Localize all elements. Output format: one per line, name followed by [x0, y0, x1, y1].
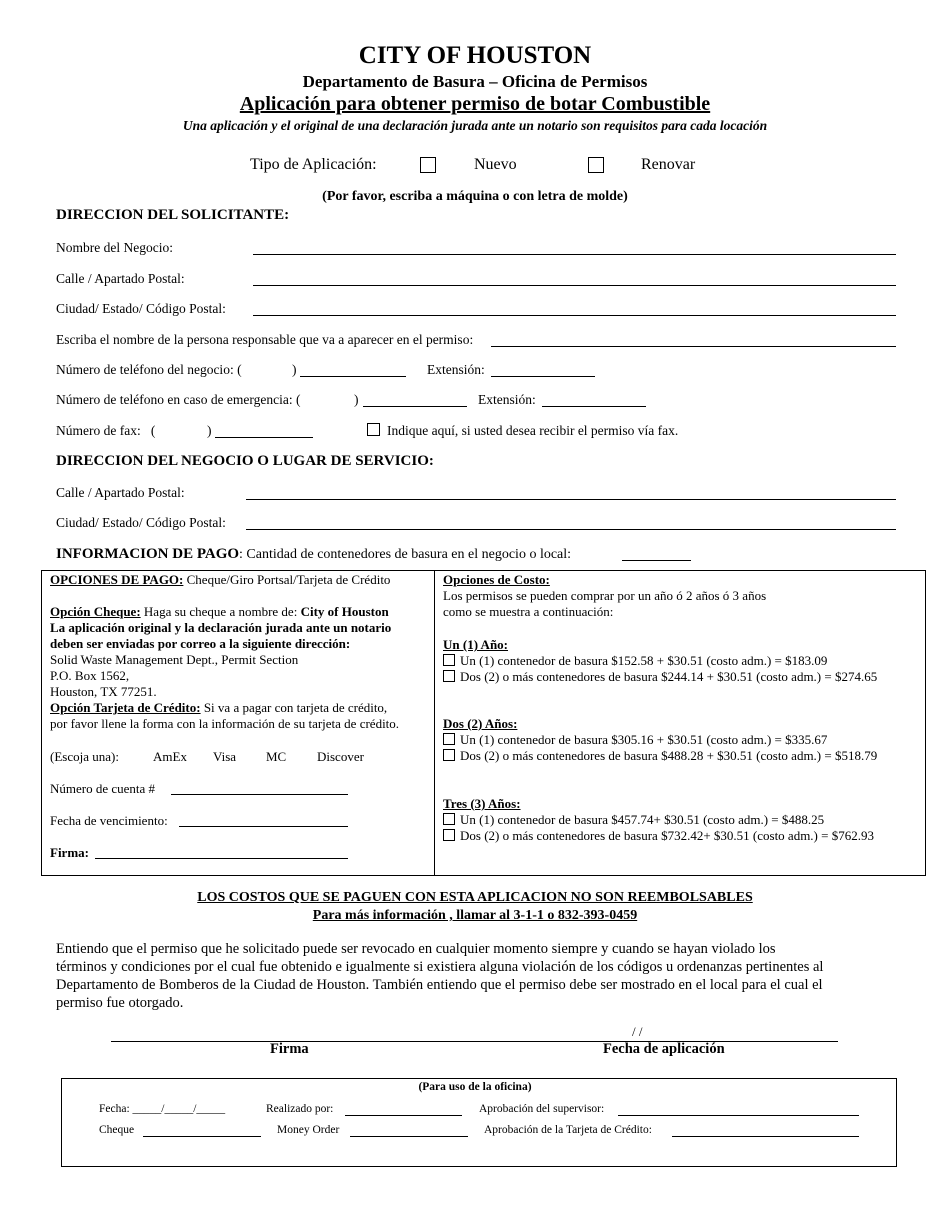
responsible-person-label: Escriba el nombre de la persona responsable que va a aparecer en el permiso: — [56, 332, 474, 347]
payment-box-divider — [434, 570, 435, 876]
three-years-option-2[interactable] — [443, 828, 874, 844]
fax-checkbox[interactable] — [367, 423, 380, 436]
city-title: CITY OF HOUSTON — [358, 42, 592, 69]
fax-input[interactable] — [215, 437, 313, 438]
option-text: Dos (2) o más contenedores de basura $244.14 + $30.51 (costo adm.) = $274.65 — [460, 669, 878, 684]
paren-close: ) — [354, 392, 359, 407]
choose-card-label: (Escoja una): — [50, 749, 119, 764]
card-visa[interactable]: Visa — [213, 749, 237, 764]
emergency-extension-input[interactable] — [542, 406, 646, 407]
emergency-phone-text: Número de teléfono en caso de emergencia: — [56, 392, 293, 407]
new-label: Nuevo — [474, 156, 517, 173]
office-date-label: Fecha: — [99, 1103, 130, 1115]
info-phone: Para más información , llamar al 3-1-1 o 832-393-0459 — [312, 908, 638, 923]
account-number-label: Número de cuenta # — [50, 781, 156, 796]
one-year-option-1[interactable] — [443, 653, 827, 669]
supervisor-input[interactable] — [618, 1115, 859, 1116]
renew-label: Renovar — [641, 156, 696, 173]
service-street-label: Calle / Apartado Postal: — [56, 485, 185, 500]
performed-by-input[interactable] — [345, 1115, 462, 1116]
payment-options-title — [50, 572, 390, 588]
signature-line[interactable] — [111, 1041, 838, 1042]
agreement-line-3: Departamento de Bomberos de la Ciudad de Houston. También entiendo que el permiso debe ser mostrado en el local para el cual el — [56, 977, 823, 993]
card-mc[interactable]: MC — [266, 749, 287, 764]
checkbox[interactable] — [443, 733, 455, 745]
paren-close: ) — [207, 423, 212, 438]
mail-instruction-1: La aplicación original y la declaración jurada ante un notario — [50, 620, 392, 635]
business-name-input[interactable] — [253, 254, 896, 255]
business-phone-text: Número de teléfono del negocio: — [56, 362, 234, 377]
fax-text: Número de fax: — [56, 423, 141, 438]
service-street-input[interactable] — [246, 499, 896, 500]
check-option-text: Haga su cheque a nombre de: — [140, 604, 301, 619]
fax-option — [367, 423, 678, 439]
checkbox[interactable] — [443, 670, 455, 682]
agreement-line-4: permiso fue otorgado. — [56, 995, 184, 1011]
card-discover[interactable]: Discover — [317, 749, 364, 764]
city-state-zip-label: Ciudad/ Estado/ Código Postal: — [56, 301, 226, 316]
option-text: Un (1) contenedor de basura $457.74+ $30.51 (costo adm.) = $488.25 — [460, 812, 825, 827]
mail-instruction-2: deben ser enviadas por correo a la siguiente dirección: — [50, 636, 351, 651]
cost-intro-2: como se muestra a continuación: — [443, 604, 614, 619]
office-use-heading: (Para uso de la oficina) — [418, 1081, 532, 1093]
office-date — [99, 1103, 225, 1115]
option-text: Un (1) contenedor de basura $152.58 + $30.51 (costo adm.) = $183.09 — [460, 653, 828, 668]
date-separators: / / — [632, 1024, 643, 1039]
payment-info — [56, 546, 571, 563]
checkbox[interactable] — [443, 749, 455, 761]
card-option-text-2: por favor llene la forma con la información de su tarjeta de crédito. — [50, 716, 400, 731]
service-location-heading: DIRECCION DEL NEGOCIO O LUGAR DE SERVICIO: — [56, 453, 434, 469]
card-approval-input[interactable] — [672, 1136, 859, 1137]
service-city-input[interactable] — [246, 529, 896, 530]
typing-instruction: (Por favor, escriba a máquina o con letra de molde) — [322, 189, 628, 204]
new-checkbox[interactable] — [420, 157, 436, 173]
responsible-person-input[interactable] — [491, 346, 896, 347]
applicant-heading: DIRECCION DEL SOLICITANTE: — [56, 207, 290, 223]
option-text: Dos (2) o más contenedores de basura $488.28 + $30.51 (costo adm.) = $518.79 — [460, 748, 878, 763]
check-payee: City of Houston — [300, 604, 389, 619]
address-line-2: P.O. Box 1562, — [50, 668, 130, 683]
street-label: Calle / Apartado Postal: — [56, 271, 185, 286]
agreement-line-1: Entiendo que el permiso que he solicitado puede ser revocado en cualquier momento siempre y cuando se hayan violado los — [56, 941, 776, 957]
business-name-label: Nombre del Negocio: — [56, 240, 173, 255]
card-signature-input[interactable] — [95, 858, 348, 859]
agreement-line-2: términos y condiciones por el cual fue obtenido e igualmente si existiera alguna violación de los códigos u ordenanzas pertinentes al — [56, 959, 824, 975]
office-date-blank[interactable]: _____/_____/_____ — [132, 1103, 226, 1115]
emergency-phone-input[interactable] — [363, 406, 467, 407]
card-amex[interactable]: AmEx — [153, 749, 187, 764]
cost-intro-1: Los permisos se pueden comprar por un año ó 2 años ó 3 años — [443, 588, 767, 603]
business-phone-input[interactable] — [300, 376, 406, 377]
three-years-heading: Tres (3) Años: — [443, 796, 521, 811]
payment-options-methods: Cheque/Giro Portsal/Tarjeta de Crédito — [183, 572, 391, 587]
expiration-label: Fecha de vencimiento: — [50, 813, 168, 828]
supervisor-label: Aprobación del supervisor: — [479, 1103, 605, 1115]
form-title: Aplicación para obtener permiso de botar Combustible — [239, 93, 711, 115]
signature-label: Firma — [270, 1041, 309, 1057]
office-check-label: Cheque — [99, 1124, 135, 1136]
three-years-option-1[interactable] — [443, 812, 824, 828]
performed-by-label: Realizado por: — [266, 1103, 334, 1115]
address-line-1: Solid Waste Management Dept., Permit Section — [50, 652, 299, 667]
containers-input[interactable] — [622, 560, 691, 561]
street-input[interactable] — [253, 285, 896, 286]
one-year-option-2[interactable] — [443, 669, 877, 685]
account-number-input[interactable] — [171, 794, 348, 795]
fax-option-text: Indique aquí, si usted desea recibir el permiso vía fax. — [387, 423, 679, 438]
containers-label: : Cantidad de contenedores de basura en el negocio o local: — [239, 547, 572, 562]
application-date-label: Fecha de aplicación — [603, 1041, 725, 1057]
address-line-3: Houston, TX 77251. — [50, 684, 157, 699]
business-extension-input[interactable] — [491, 376, 595, 377]
checkbox[interactable] — [443, 829, 455, 841]
cost-options-heading: Opciones de Costo: — [443, 572, 550, 587]
office-check-input[interactable] — [143, 1136, 261, 1137]
department-name: Departamento de Basura – Oficina de Permisos — [302, 72, 648, 91]
city-state-zip-input[interactable] — [253, 315, 896, 316]
option-text: Dos (2) o más contenedores de basura $732.42+ $30.51 (costo adm.) = $762.93 — [460, 828, 874, 843]
two-years-heading: Dos (2) Años: — [443, 716, 518, 731]
application-type-label: Tipo de Aplicación: — [250, 156, 377, 173]
fax-label: Número de fax: ( — [56, 423, 156, 438]
business-phone-label: Número de teléfono del negocio: ( — [56, 362, 242, 377]
renew-checkbox[interactable] — [588, 157, 604, 173]
emergency-phone-label: Número de teléfono en caso de emergencia: ( — [56, 392, 301, 407]
money-order-input[interactable] — [350, 1136, 468, 1137]
check-option-heading: Opción Cheque: — [50, 604, 141, 619]
paren-close: ) — [292, 362, 297, 377]
card-option-heading: Opción Tarjeta de Crédito: — [50, 700, 201, 715]
checkbox[interactable] — [443, 813, 455, 825]
two-years-option-2[interactable] — [443, 748, 877, 764]
payment-options-heading: OPCIONES DE PAGO: — [50, 572, 184, 587]
check-option — [50, 604, 389, 620]
form-subtitle: Una aplicación y el original de una declaración jurada ante un notario son requisitos para cada locación — [182, 118, 768, 133]
card-option — [50, 700, 387, 716]
money-order-label: Money Order — [277, 1124, 340, 1136]
non-refundable-notice: LOS COSTOS QUE SE PAGUEN CON ESTA APLICACION NO SON REEMBOLSABLES — [197, 890, 753, 905]
card-option-text: Si va a pagar con tarjeta de crédito, — [200, 700, 388, 715]
option-text: Un (1) contenedor de basura $305.16 + $30.51 (costo adm.) = $335.67 — [460, 732, 828, 747]
card-approval-label: Aprobación de la Tarjeta de Crédito: — [484, 1124, 652, 1136]
checkbox[interactable] — [443, 654, 455, 666]
service-city-label: Ciudad/ Estado/ Código Postal: — [56, 515, 226, 530]
expiration-input[interactable] — [179, 826, 348, 827]
business-extension-label: Extensión: — [427, 362, 485, 377]
payment-info-heading: INFORMACION DE PAGO — [56, 546, 240, 562]
card-signature-label: Firma: — [50, 845, 89, 860]
one-year-heading: Un (1) Año: — [443, 637, 509, 652]
emergency-extension-label: Extensión: — [478, 392, 536, 407]
two-years-option-1[interactable] — [443, 732, 827, 748]
